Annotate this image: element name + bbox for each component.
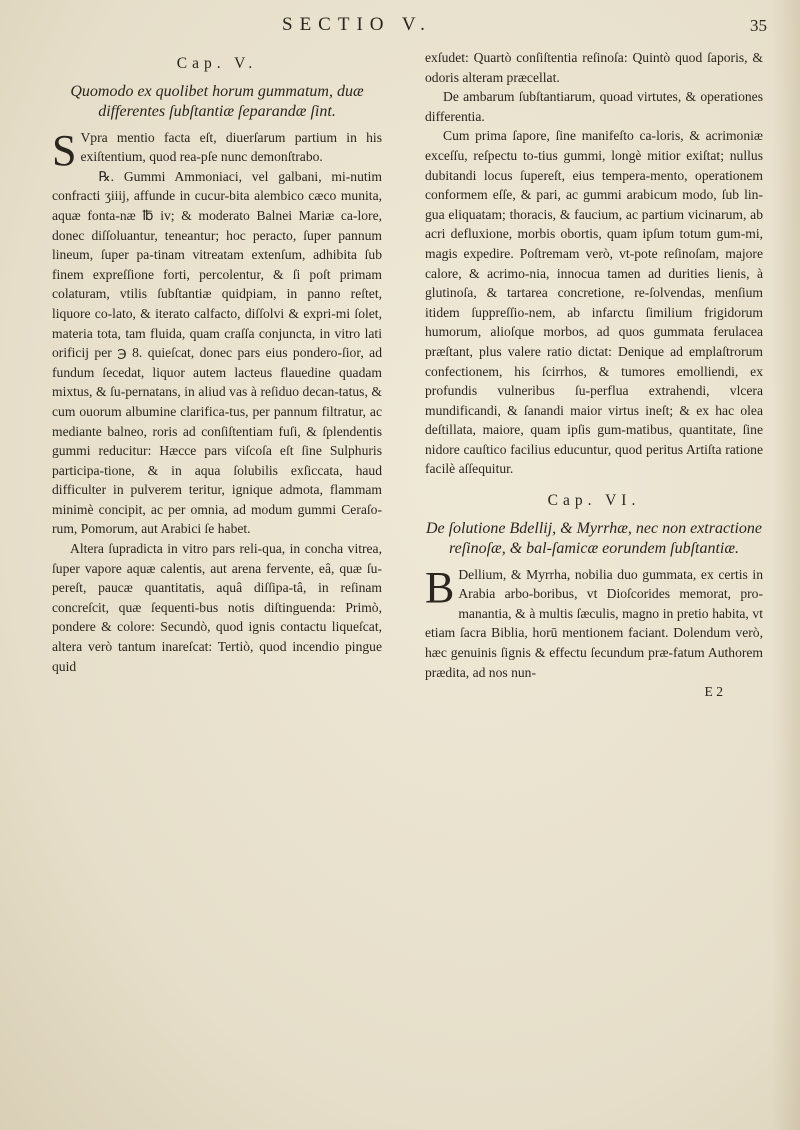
- signature-mark: E 2: [704, 684, 723, 700]
- left-column: [52, 48, 382, 676]
- drop-cap-s: S: [52, 125, 77, 175]
- paragraph-bdellium-text: Dellium, & Myrrha, nobilia duo gummata, ex certis in Arabia arbo-boribus, vt Dioſcorides memorat, pro-manantia, & à multis ſæculis, magno in pretio habita, vt etiam ſacra Biblia, horū mentionem faciant. Dolendum verò, hæc genuinis ſignis & effectu ſecundum præ-fatum Authorem prædita, ad nos nun-: [425, 566, 763, 680]
- chapter-title-vi: De ſolutione Bdellij, & Myrrhæ, nec non extractione reſinoſæ, & bal-ſamicæ eorundem ſubſtantiæ.: [425, 519, 763, 557]
- right-column: [425, 48, 763, 702]
- drop-cap-b: B: [425, 562, 455, 612]
- paragraph-intro: [52, 125, 382, 175]
- chapter-heading-vi: Cap. VI.: [547, 492, 641, 510]
- page-number: 35: [750, 16, 767, 35]
- chapter-heading-v: Cap. V.: [176, 55, 258, 72]
- paragraph-recipe: ℞. Gummi Ammoniaci, vel galbani, mi-nutim confracti ʒiiij, affunde in cucur-bita alembico cæco munita, aquæ fonta-næ ℔ iv; & moderato Balnei Mariæ ca-lore, donec diſſoluantur, teneantur; hoc peracto, ſuper pannum lineum, ſuper pa-tinam vitreatam extenſum, adhibita ſub finem expreſſione forti, percolentur, & ſi poſt primam colaturam, vtilis ſubſtantiæ quidpiam, in panno reſtet, liquore co-lato, & iterato calfacto, diſſolvi & expri-mi ſolet, materia tota, tam fluida, quam craſſa conjuncta, in vitro lati orificij per ℈ 8. quieſcat, donec pars eius pondero-ſior, ad fundum ſecedat, liquor autem lacteus flauedine quadam mixtus, & ſu-pernatans, in aliud vas à reſiduo decan-tatus, & cum ouorum albumine clarifica-tus, per pannum filtratur, ac mediante balneo, roris ad conſiſtentiam fuſi, & ſplendentis gummi reducitur: Hæcce pars viſcoſa eſt ſine Sulphuris participa-tione, & in aqua ſolubilis exſiccata, haud difficulter in pulverem teritur, ignique admota, flammam minimè concipit, ac per omnia, ad modum gummi Ceraſo-rum, Pomorum, aut Arabici ſe habet.: [52, 168, 382, 537]
- running-head: SECTIO V.: [282, 14, 432, 35]
- paragraph-differentia: De ambarum ſubſtantiarum, quoad virtutes, & operationes differentia.: [425, 89, 763, 124]
- page-edge-shadow: [772, 0, 800, 1130]
- paragraph-bdellium: [425, 562, 763, 683]
- paragraph-altera: Altera ſupradicta in vitro pars reli-qua, in concha vitrea, ſuper vapore aquæ calentis, aut arena fervente, eâ, quæ ſu-pereſt, paucæ quantitatis, aquâ diſſipa-tâ, in reſinam concreſcit, quæ ſequenti-bus notis diſtinguenda: Primò, pondere & colore: Secundò, quod ignis contactu liqueſcat, altera verò tantum inareſcat: Tertiò, quod incendio pingue quid: [52, 541, 382, 674]
- paragraph-continued: exſudet: Quartò conſiſtentia reſinoſa: Quintò quod ſaporis, & odoris alteram præcellat.: [425, 50, 763, 85]
- paragraph-virtutes: Cum prima ſapore, ſine manifeſto ca-loris, & acrimoniæ exceſſu, reſpectu to-tius gummi, longè mitior exiſtat; nullus dubitandi locus ſupereſt, eius tempera-mento, operationem conformem eſſe, & pari, ac gummi arabicum modo, ſub lin-gua eliquatam; thoracis, & faucium, ac partium vicinarum, ab acri defluxione, morbis obortis, quam ipſum totum gum-mi, magis expedire. Poſtremam verò, vt-pote reſinoſam, majore calore, & acrimo-nia, innocua tamen ad durities lienis, à glutinoſa, & tartarea concretione, re-ſolvendas, menſium itidem ſuppreſſio-nem, ab infarctu ſimilium frigidorum humorum, alioſque morbos, ad quos gummata ferulacea præſtant, plus valere ratio dictat: Denique ad emplaſtrorum confectionem, his ſcirrhos, & tumores emolliendi, ex profundis vulneribus ſu-perflua extrahendi, vlcera mundificandi, & ſanandi maior virtus ineſt; & ex hac olea deſtillata, maiore, quam ipſis gum-matibus, quantitate, ſine nidore cauſtico facilius educuntur, quod peritus Artiſta ratione facilè aſſequitur.: [425, 128, 763, 477]
- chapter-title-v: Quomodo ex quolibet horum gummatum, duæ differentes ſubſtantiæ ſeparandæ ſint.: [70, 82, 364, 120]
- paragraph-intro-text: Vpra mentio facta eſt, diuerſarum partium in his exiſtentium, quod rea-pſe nunc demonſtrabo.: [80, 129, 382, 165]
